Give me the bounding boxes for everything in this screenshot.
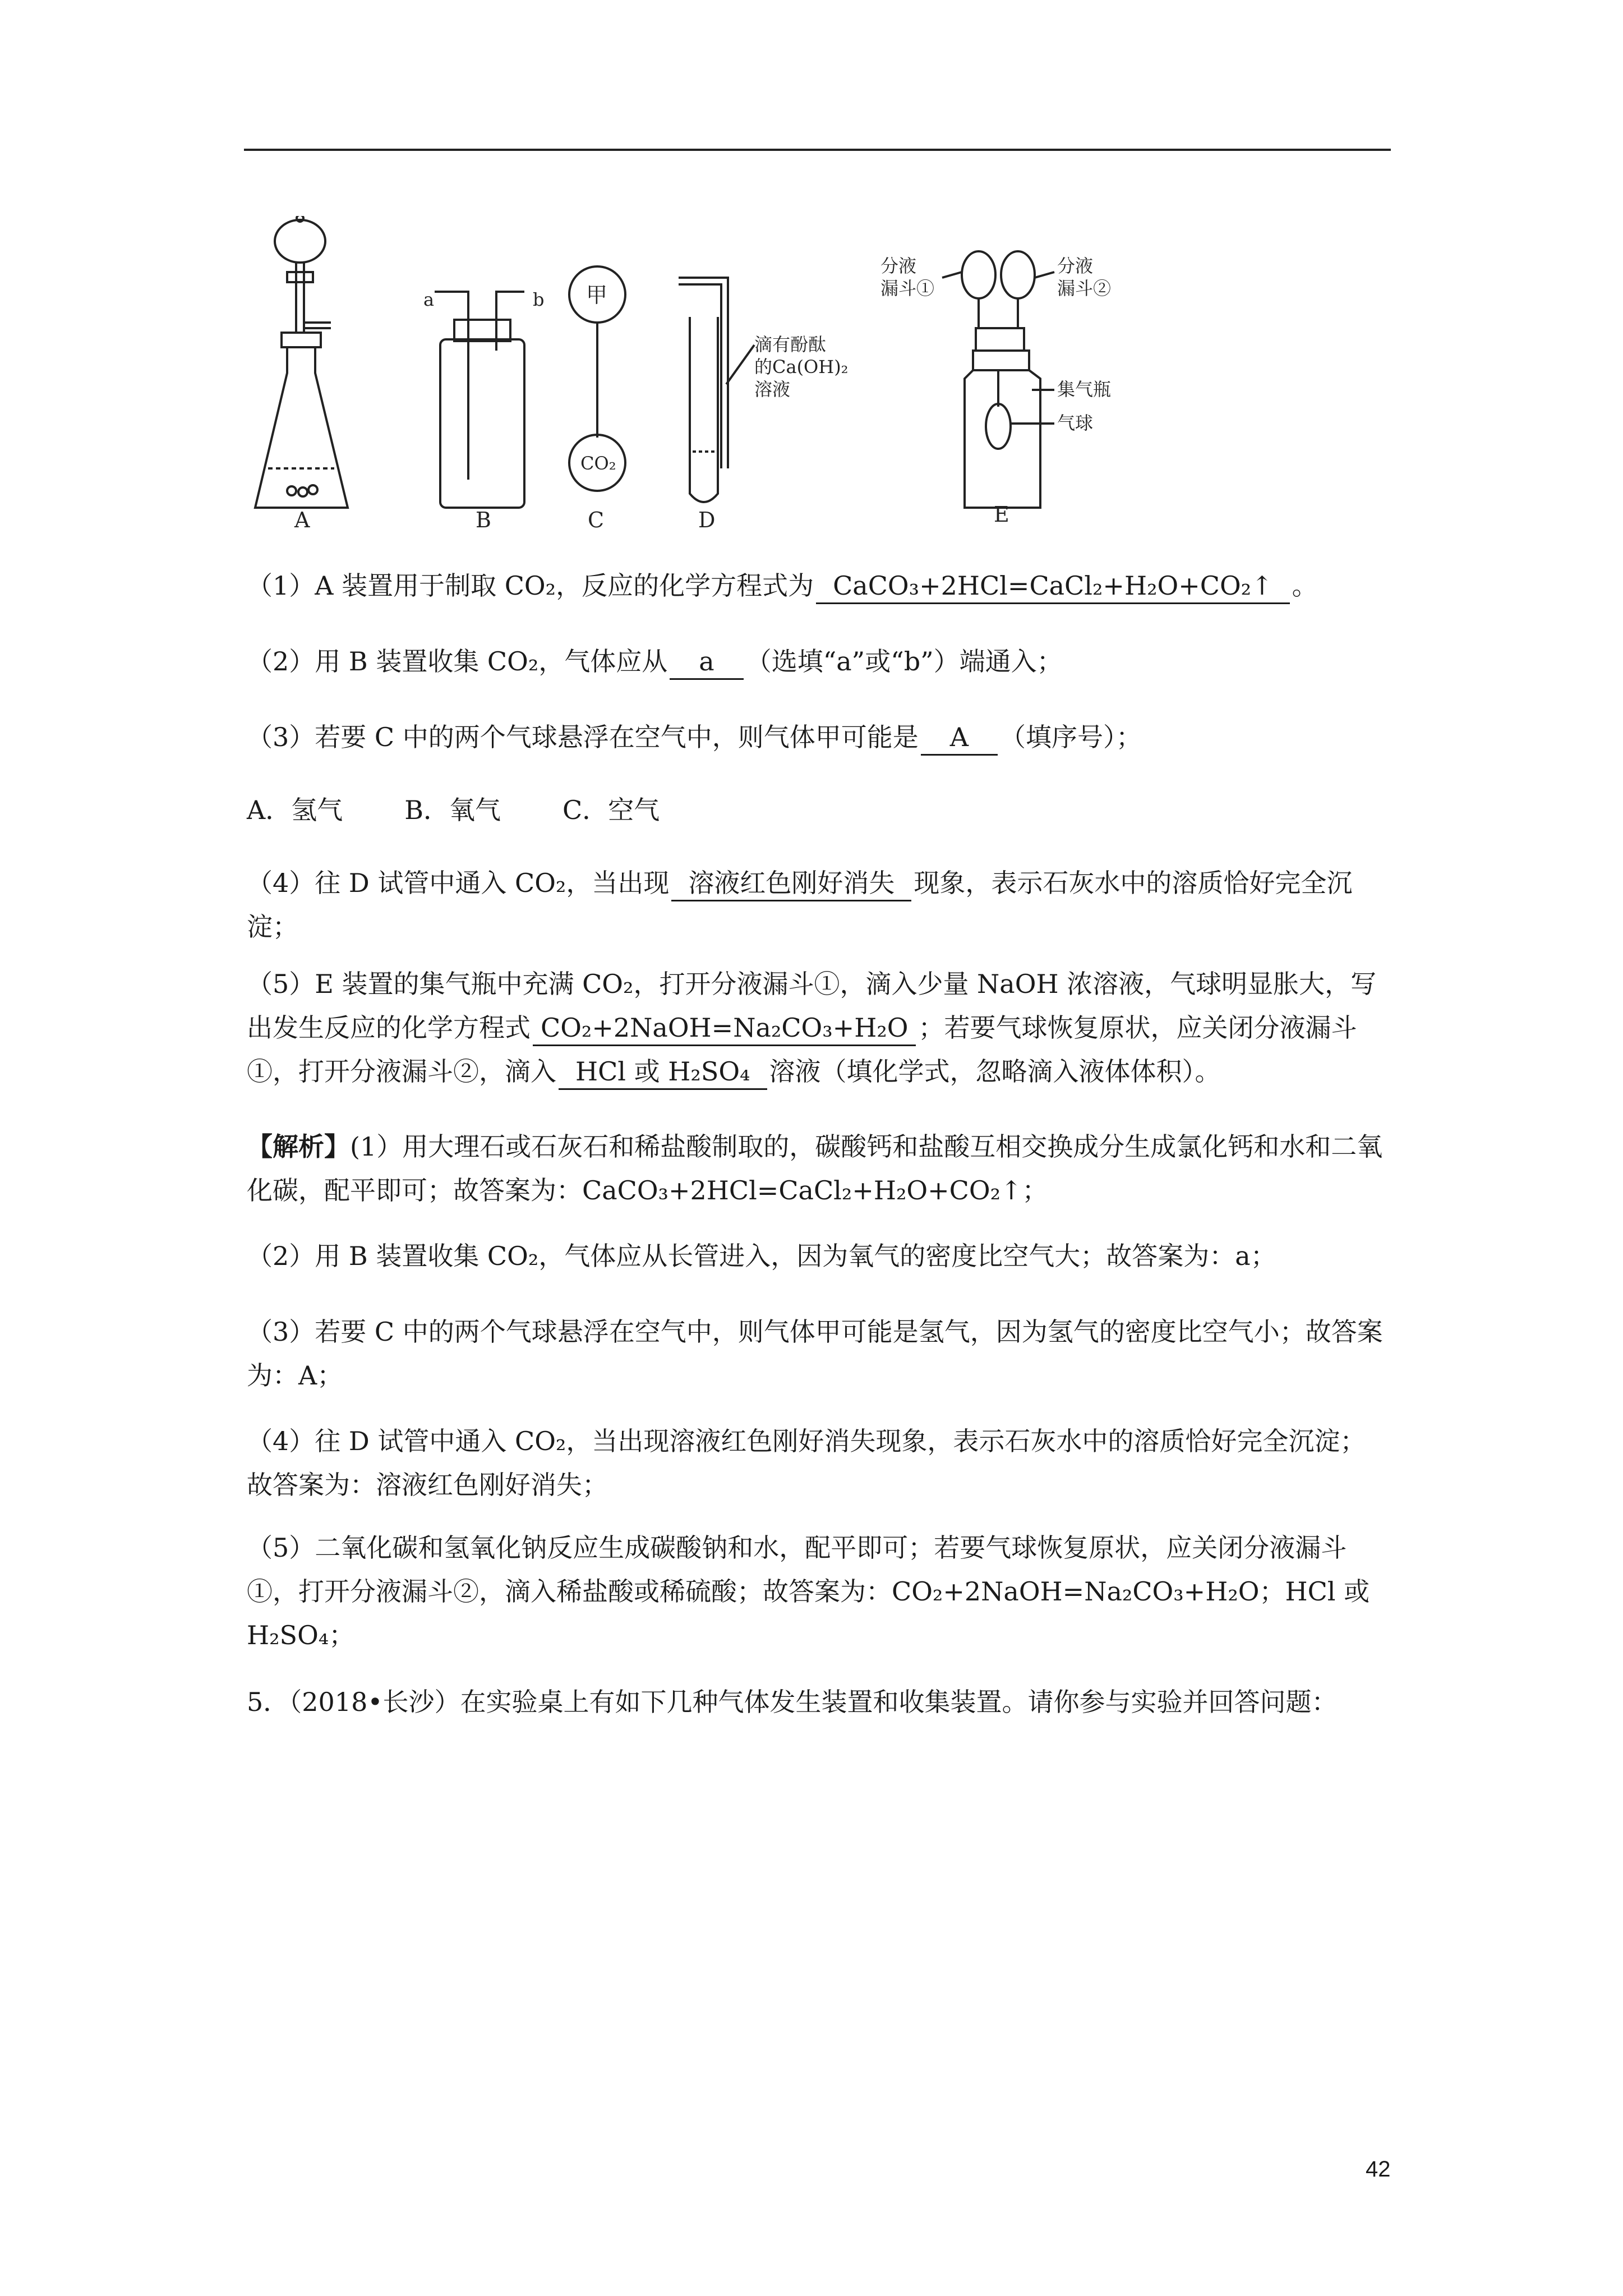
question-4-answer: 溶液红色刚好消失	[671, 866, 911, 901]
analysis-1-text: (1）用大理石或石灰石和稀盐酸制取的，碳酸钙和盐酸互相交换成分生成氯化钙和水和二氧化碳，配平即可；故答案为：CaCO₃+2HCl=CaCl₂+H₂O+CO₂↑；	[247, 1131, 1383, 1205]
question-5-text-2: ；若要气球恢复原状，应关闭分液漏斗①，打开分液漏斗②，滴入	[247, 1013, 1357, 1087]
question-1	[247, 564, 1391, 608]
question-1-suffix: 。	[1292, 570, 1318, 601]
funnel1-label-2: 漏斗①	[880, 278, 935, 299]
reagent-label-1: 滴有酚酞	[754, 334, 827, 355]
funnel2-label-2: 漏斗②	[1057, 278, 1112, 299]
next-question-text: 5．（2018•长沙）在实验桌上有如下几种气体发生装置和收集装置。请你参与实验并回答问题：	[247, 1687, 1338, 1717]
question-4-text: （4）往 D 试管中通入 CO₂，当出现	[247, 868, 670, 898]
label-b: B	[476, 508, 491, 530]
apparatus-b	[435, 292, 524, 508]
label-e: E	[994, 502, 1009, 527]
analysis-5-text: （5）二氧化碳和氢氧化钠反应生成碳酸钠和水，配平即可；若要气球恢复原状，应关闭分液漏斗①，打开分液漏斗②，滴入稀盐酸或稀硫酸；故答案为：CO₂+2NaOH=Na₂CO₃+H₂O；HCl 或 H₂SO₄；	[247, 1533, 1370, 1650]
analysis-5	[247, 1526, 1391, 1657]
question-3-options	[247, 788, 1391, 832]
question-3-answer: A	[921, 720, 998, 756]
question-5-answer-1: CO₂+2NaOH=Na₂CO₃+H₂O	[533, 1011, 916, 1046]
reagent-label-2: 的Ca(OH)₂	[754, 356, 849, 378]
label-a: A	[294, 508, 310, 530]
funnel1-label-1: 分液	[880, 255, 917, 277]
question-2-suffix: （选填“a”或“b”）端通入；	[745, 646, 1063, 677]
gas-jia-label: 甲	[586, 283, 608, 307]
apparatus-d	[679, 278, 754, 502]
label-c: C	[588, 508, 605, 530]
next-question	[247, 1680, 1391, 1724]
analysis-4-text: （4）往 D 试管中通入 CO₂，当出现溶液红色刚好消失现象，表示石灰水中的溶质恰好完全沉淀；故答案为：溶液红色刚好消失；	[247, 1426, 1366, 1500]
question-4	[247, 861, 1391, 949]
port-b-label: b	[533, 289, 545, 310]
question-5-answer-2: HCl 或 H₂SO₄	[559, 1055, 767, 1090]
gas-co2-label: CO₂	[580, 453, 616, 474]
question-3-text: （3）若要 C 中的两个气球悬浮在空气中，则气体甲可能是	[247, 722, 919, 752]
question-4-suffix: 现象，表示石灰水中的溶质恰好完全沉淀；	[247, 868, 1353, 942]
option-b: B．氧气	[404, 795, 501, 825]
balloon-label: 气球	[1057, 412, 1094, 434]
question-5-text-3: 溶液（填化学式，忽略滴入液体体积）。	[769, 1056, 1221, 1087]
question-5	[247, 962, 1391, 1093]
bottle-label: 集气瓶	[1057, 379, 1112, 400]
question-3	[247, 715, 1391, 759]
analysis-1	[247, 1125, 1391, 1212]
apparatus-figure	[247, 216, 1166, 530]
question-2	[247, 639, 1391, 683]
apparatus-diagram	[247, 216, 1166, 530]
option-a: A．氢气	[247, 795, 343, 825]
analysis-2-text: （2）用 B 装置收集 CO₂，气体应从长管进入，因为氧气的密度比空气大；故答案为：a；	[247, 1241, 1276, 1271]
apparatus-a	[255, 216, 348, 508]
analysis-2	[247, 1234, 1391, 1278]
question-1-text: （1）A 装置用于制取 CO₂，反应的化学方程式为	[247, 570, 814, 601]
question-3-suffix: （填序号）；	[999, 722, 1142, 752]
question-2-answer: a	[670, 645, 743, 680]
reagent-label-3: 溶液	[754, 379, 791, 400]
question-1-answer: CaCO₃+2HCl=CaCl₂+H₂O+CO₂↑	[816, 569, 1290, 604]
port-a-label: a	[423, 289, 435, 310]
header-rule	[244, 149, 1391, 151]
option-c: C．空气	[562, 795, 660, 825]
analysis-4	[247, 1419, 1391, 1507]
analysis-3	[247, 1310, 1391, 1397]
funnel2-label-1: 分液	[1057, 255, 1094, 277]
page-number: 42	[1366, 2157, 1391, 2182]
question-2-text: （2）用 B 装置收集 CO₂，气体应从	[247, 646, 668, 677]
label-d: D	[698, 508, 716, 530]
apparatus-e	[942, 251, 1054, 508]
analysis-tag: 【解析】	[247, 1131, 350, 1162]
question-5-text-1: （5）E 装置的集气瓶中充满 CO₂，打开分液漏斗①，滴入少量 NaOH 浓溶液，气球明显胀大，写出发生反应的化学方程式	[247, 969, 1377, 1043]
analysis-3-text: （3）若要 C 中的两个气球悬浮在空气中，则气体甲可能是氢气，因为氢气的密度比空气小；故答案为：A；	[247, 1317, 1383, 1391]
